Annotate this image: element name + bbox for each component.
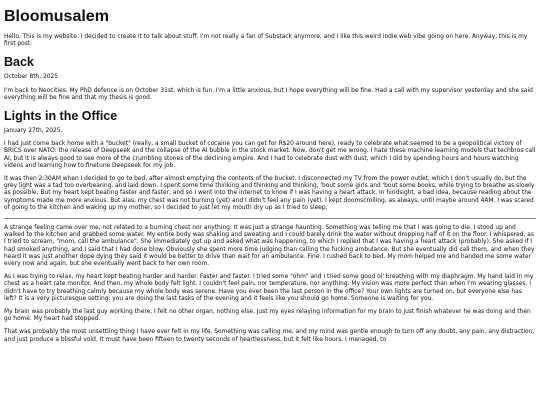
site-title: Bloomusalem bbox=[4, 8, 109, 25]
post-paragraph: A strange feeling came over me, not related to a burning chest nor anything. It was just a strange haunting. Something was telling me that I was going to die. I stood up and walked to the kitchen and grabbed some water. My entire body was shaking and sweating and I could barely drink the water without dropping half of it on the floor. I whispered, as I tried to scream, "mom, call the ambulance". She immediately got up and asked what was happening, to which I replied that I was having a heart attack (probably). She asked if I had smoked anything, and I said that I had done blow. Obviously she spent more time judging than calling the fucking ambulance. But she eventually did call them, and when they heard it was just another dope dying they said it would be better to drive than wait for an ambulance. Fine. I rushed back to bed. My mom helped me and handed me some water every now and again, but she eventually went back to her own room. bbox=[4, 225, 535, 268]
post-date: October 8th, 2025 bbox=[4, 74, 58, 81]
post-paragraph: I'm back to Neocities. My PhD defence is on October 31st, which is fun. I'm a little anxious, but I hope everything will be fine. Had a call with my supervisor yesterday and she said everything will be fine and that my thesis is good. bbox=[4, 87, 533, 101]
post-paragraph: As I was trying to relax, my heart kept beating harder and harder. Faster and faster. I tried some "ohm" and I tried some good ol' breathing with my diaphragm. My hand laid in my chest as a heart rate monitor. And then, my whole body felt light. I couldn't feel pain, nor temperature, nor anything. My vision was more perfect than when I'm wearing glasses. I didn't have to try breathing calmly because my whole body was serene. Have you ever been the last person in the office? Your own lights are turned on, but everyone else has left? It is a very picturesque setting: you are doing the last tasks of the evening and it feels like you should go home. Someone is waiting for you. bbox=[4, 274, 534, 302]
section-divider bbox=[4, 218, 536, 219]
post-date: January 27th, 2025. bbox=[4, 128, 63, 135]
post-lights-in-the-office bbox=[4, 109, 536, 344]
post-title: Lights in the Office bbox=[4, 109, 118, 124]
post-paragraph: It was then 2:30AM when I decided to go to bed, after almost emptying the contents of the bucket. I disconnected my TV from the power outlet, which I don't usually do, but the grey light was a tad too overbearing, and laid down. I spent some time thinking and thinking and thinking, 'bout some girls and 'bout some books, while trying to breathe as slowly as possible. But my heart kept beating faster and faster, and so I went into the internet to know if I was having a heart attack. In hindsight, a bad idea, because reading about the symptoms made me more anxious. But alas, my chest was not burning (yet) and I didn't feel any pain (yet). I kept doomscrolling, as always, until maybe around 4AM. I was scared of going to the kitchen and waking up my mother, so I decided to just let my mouth dry up as I tried to sleep. bbox=[4, 176, 535, 211]
post-paragraph: I had just come back home with a "bucket" (really, a small bucket of cocaine you can get for R$20 around here), ready to celebrate what seemed to be a geopolitical victory of BRICS over NATO: the release of Deepseek and the collapse of the AI bubble in the stock market. Now, don't get me wrong. I hate these machine learning models that techbros call AI, but it is always good to see more of the crumbling stones of the declining empire. And I had to celebrate dust with dust, which I did by spending hours and hours watching videos and learning how to finetune Deepseek for my job. bbox=[4, 141, 536, 169]
post-paragraph: My brain was probably the last guy working there. I felt no other organ, nothing else. Just my eyes relaying information for my brain to just finish whatever he was doing and then go home. My heart had stopped. bbox=[4, 309, 531, 323]
post-back bbox=[4, 55, 536, 102]
post-title: Back bbox=[4, 55, 34, 70]
intro-text: Hello. This is my website. I decided to create it to talk about stuff. I'm not really a fan of Substack anymore, and I like this weird indie web vibe going on here. Anyway, this is my first post: bbox=[4, 34, 528, 48]
post-paragraph: That was probably the most unsettling thing I have ever felt in my life. Something was calling me, and my mind was gentle enough to turn off any doubt, any pain, any distraction, and just produce a blissful void. It must have been fifteen to twenty seconds of heartlessness, but it felt like hours. I managed, to bbox=[4, 329, 535, 343]
